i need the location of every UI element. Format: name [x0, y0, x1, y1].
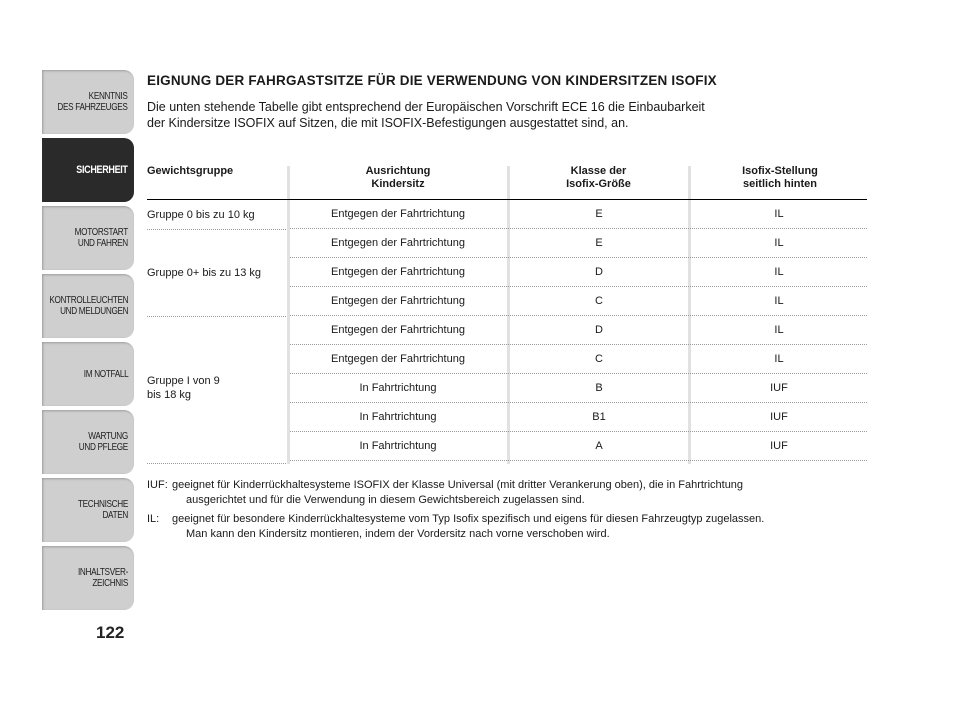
cell-orientation: Entgegen der Fahrtrichtung — [331, 324, 465, 336]
tab-im-notfall[interactable] — [42, 342, 134, 406]
cell-size-class: A — [595, 440, 603, 452]
isofix-table — [147, 162, 867, 464]
table-row — [290, 258, 867, 287]
header-line: seitlich hinten — [743, 178, 817, 190]
cell-size-class: C — [595, 353, 603, 365]
table-row — [290, 374, 867, 403]
note-line: Man kann den Kindersitz montieren, indem der Vordersitz nach vorne verschoben wird. — [186, 528, 610, 540]
tab-kontrolleuchten[interactable] — [42, 274, 134, 338]
cell-orientation: In Fahrtrichtung — [359, 382, 437, 394]
tab-wartung[interactable] — [42, 410, 134, 474]
header-line: Ausrichtung — [365, 165, 431, 177]
group-label-2 — [147, 374, 285, 402]
cell-position: IL — [774, 266, 784, 278]
note-text — [172, 478, 867, 508]
group-label-0 — [147, 208, 285, 222]
header-position — [693, 165, 867, 191]
group-label-line: Gruppe I von 9 — [147, 375, 220, 387]
table-row — [290, 403, 867, 432]
header-line: Klasse der — [570, 165, 627, 177]
cell-orientation: Entgegen der Fahrtrichtung — [331, 208, 465, 220]
group-separator — [147, 463, 286, 464]
header-line: Isofix-Größe — [566, 178, 631, 190]
intro-line: der Kindersitze ISOFIX auf Sitzen, die mit ISOFIX-Befestigungen ausgestattet sind, an. — [147, 116, 629, 130]
tab-label: SICHERHEIT — [76, 163, 128, 176]
cell-orientation: Entgegen der Fahrtrichtung — [331, 266, 465, 278]
cell-position: IUF — [770, 382, 788, 394]
intro-line: Die unten stehende Tabelle gibt entsprechend der Europäischen Vorschrift ECE 16 die Einbaubarkeit — [147, 100, 705, 114]
header-size-class — [512, 165, 685, 191]
note-line: geeignet für Kinderrückhaltesysteme ISOFIX der Klasse Universal (mit dritter Verankerung oben), die in Fahrtrichtung — [172, 479, 744, 491]
note-line: ausgerichtet und für die Verwendung in diesem Gewichtsbereich zugelassen sind. — [186, 494, 585, 506]
tab-inhaltsverzeichnis[interactable] — [42, 546, 134, 610]
cell-orientation: In Fahrtrichtung — [359, 411, 437, 423]
tab-label: TECHNISCHE DATEN — [77, 499, 128, 521]
cell-size-class: E — [595, 208, 603, 220]
page-title: EIGNUNG DER FAHRGASTSITZE FÜR DIE VERWENDUNG VON KINDERSITZEN ISOFIX — [147, 73, 717, 88]
intro-text — [147, 99, 847, 131]
group-label-1 — [147, 266, 285, 280]
note-iuf — [147, 478, 867, 508]
table-row — [290, 229, 867, 258]
group-separator — [147, 229, 286, 230]
cell-position: IL — [774, 208, 784, 220]
tab-sicherheit[interactable] — [42, 138, 134, 202]
tab-label: KONTROLLEUCHTEN UND MELDUNGEN — [49, 295, 128, 317]
cell-orientation: In Fahrtrichtung — [359, 440, 437, 452]
tab-label: MOTORSTART UND FAHREN — [74, 227, 128, 249]
group-label-line: bis 18 kg — [147, 389, 192, 401]
cell-size-class: E — [595, 237, 603, 249]
cell-position: IUF — [770, 440, 788, 452]
header-weight-group — [147, 165, 282, 178]
cell-orientation: Entgegen der Fahrtrichtung — [331, 295, 465, 307]
footnotes — [147, 478, 867, 546]
cell-position: IL — [774, 237, 784, 249]
tab-motorstart[interactable] — [42, 206, 134, 270]
tab-label: WARTUNG UND PFLEGE — [78, 431, 128, 453]
header-line: Gewichtsgruppe — [147, 165, 234, 177]
tab-label: IM NOTFALL — [83, 368, 128, 380]
table-row — [290, 287, 867, 316]
note-key: IL: — [147, 513, 160, 525]
table-row — [290, 345, 867, 374]
table-row — [290, 432, 867, 461]
header-line: Isofix-Stellung — [742, 165, 818, 177]
note-text — [172, 512, 867, 542]
cell-position: IL — [774, 324, 784, 336]
note-line: geeignet für besondere Kinderrückhaltesysteme vom Typ Isofix spezifisch und eigens für diesen Fahrzeugtyp zugelassen. — [172, 513, 765, 525]
tab-kenntnis[interactable] — [42, 70, 134, 134]
cell-position: IUF — [770, 411, 788, 423]
note-key: IUF: — [147, 479, 168, 491]
cell-orientation: Entgegen der Fahrtrichtung — [331, 353, 465, 365]
cell-size-class: C — [595, 295, 603, 307]
cell-size-class: D — [595, 266, 603, 278]
table-row — [290, 200, 867, 229]
group-label-line: Gruppe 0+ bis zu 13 kg — [147, 267, 262, 279]
page-number: 122 — [96, 623, 125, 642]
group-separator — [147, 316, 286, 317]
header-line: Kindersitz — [371, 178, 425, 190]
tab-label: KENNTNIS DES FAHRZEUGES — [57, 91, 128, 113]
cell-size-class: B1 — [592, 411, 606, 423]
cell-position: IL — [774, 295, 784, 307]
table-row — [290, 316, 867, 345]
cell-size-class: B — [595, 382, 603, 394]
tab-technische-daten[interactable] — [42, 478, 134, 542]
tab-label: INHALTSVER- ZEICHNIS — [77, 567, 128, 589]
group-label-line: Gruppe 0 bis zu 10 kg — [147, 209, 255, 221]
header-orientation — [292, 165, 504, 191]
chapter-sidebar — [42, 70, 134, 614]
cell-size-class: D — [595, 324, 603, 336]
cell-position: IL — [774, 353, 784, 365]
cell-orientation: Entgegen der Fahrtrichtung — [331, 237, 465, 249]
note-il — [147, 512, 867, 542]
